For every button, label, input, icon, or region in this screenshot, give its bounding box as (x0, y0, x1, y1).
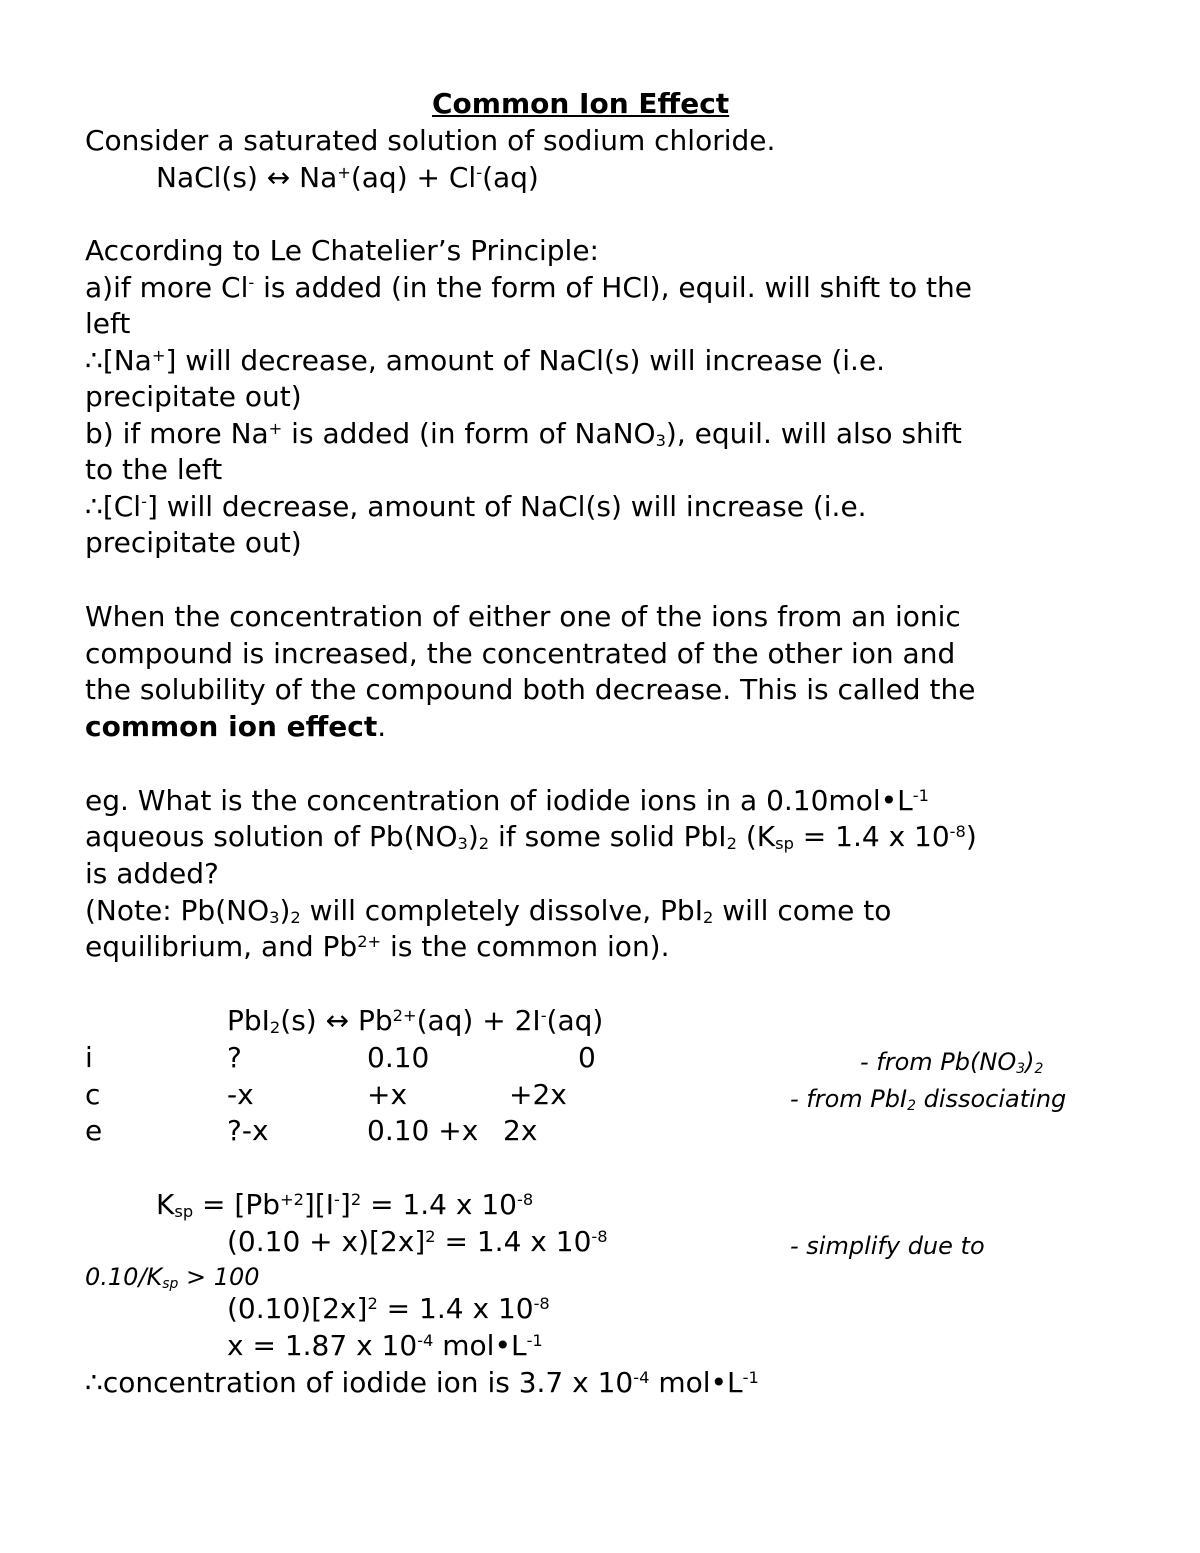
text: PbI (227, 1004, 270, 1037)
row-label: c (85, 1078, 101, 1111)
text: is added (in form of NaNO (282, 417, 656, 450)
sub: sp (162, 1275, 179, 1292)
text: ][I (303, 1188, 335, 1221)
sup: -8 (949, 822, 966, 842)
text: . (377, 710, 387, 743)
point-b (85, 416, 962, 452)
example-line2 (85, 819, 977, 855)
point-a-result (85, 343, 885, 379)
note-line2 (85, 929, 670, 965)
text: (s) ↔ Pb (280, 1004, 393, 1037)
sup: + (151, 346, 166, 366)
text: ] (339, 1188, 351, 1221)
calc-step3 (227, 1291, 550, 1327)
text: if some solid PbI (489, 820, 727, 853)
sub: 2 (702, 908, 714, 928)
text: (0.10 + x)[2x] (227, 1225, 426, 1258)
text: equilibrium, and Pb (85, 930, 358, 963)
sup: -8 (533, 1294, 550, 1314)
text: ∴[Cl (85, 490, 142, 523)
text: will completely dissolve, PbI (300, 894, 703, 927)
sup: - (540, 1006, 547, 1026)
sub: 3 (655, 431, 666, 451)
text: (0.10)[2x] (227, 1292, 368, 1325)
sup: 2 (350, 1190, 362, 1210)
ice-row-equilibrium (0, 1113, 1200, 1149)
sup: 2+ (357, 932, 382, 952)
text: - from Pb(NO (860, 1048, 1017, 1076)
cell: ? (227, 1041, 242, 1074)
cell: 0.10 +x (367, 1114, 479, 1147)
conclusion-line1: When the concentration of either one of the ions from an ionic (85, 600, 961, 633)
sub: 2 (269, 1018, 281, 1038)
text: aqueous solution of Pb(NO (85, 820, 458, 853)
sub: sp (174, 1202, 194, 1222)
text: 0.10/K (85, 1263, 163, 1291)
conclusion-line4 (85, 709, 386, 745)
page-title: Common Ion Effect (432, 87, 730, 120)
cell: -x (227, 1078, 254, 1111)
text: = 1.4 x 10 (377, 1292, 534, 1325)
sup: - (334, 1190, 340, 1210)
text: ] will decrease, amount of NaCl(s) will increase (i.e. (146, 490, 867, 523)
text: (K (736, 820, 776, 853)
cell: 2x (503, 1114, 538, 1147)
text: is the common ion). (381, 930, 670, 963)
ice-row-change (0, 1077, 1200, 1113)
conclusion-line3: the solubility of the compound both decrease. This is called the (85, 673, 976, 706)
text: (Note: Pb(NO (85, 894, 270, 927)
calc-step4 (227, 1328, 543, 1364)
sup: -4 (417, 1331, 434, 1351)
sup: 2 (425, 1227, 436, 1247)
text: mol•L (433, 1329, 527, 1362)
cell: 0.10 (367, 1041, 430, 1074)
text: (aq) (546, 1004, 604, 1037)
text: - from PbI (790, 1085, 908, 1113)
example-line1 (85, 783, 929, 819)
le-chatelier-heading: According to Le Chatelier’s Principle: (85, 234, 599, 267)
sup: 2+ (392, 1006, 417, 1026)
simplify-note: - simplify due to (790, 1232, 985, 1260)
eq-sup: + (337, 163, 351, 183)
sup: -1 (912, 786, 929, 806)
text: > 100 (178, 1263, 260, 1291)
eq-sup: - (476, 163, 483, 183)
sup: 2 (367, 1294, 378, 1314)
sub: 3 (457, 834, 468, 854)
sub: 2 (290, 908, 301, 928)
ksp-expression (156, 1187, 533, 1223)
text: b) if more Na (85, 417, 269, 450)
sup: - (141, 492, 147, 512)
text: ) (1025, 1048, 1035, 1076)
ice-equation (227, 1003, 603, 1039)
row-label: i (85, 1041, 93, 1074)
conclusion-line2: compound is increased, the concentrated of the other ion and (85, 637, 956, 670)
intro-text: Consider a saturated solution of sodium chloride. (85, 124, 776, 157)
text: mol•L (649, 1366, 743, 1399)
text: is added (in the form of HCl), equil. will shift to the (254, 271, 972, 304)
eq-part: (aq) + Cl (350, 161, 477, 194)
point-b-result (85, 489, 867, 525)
text: a)if more Cl (85, 271, 249, 304)
text: ) (279, 894, 291, 927)
text: ∴[Na (85, 344, 152, 377)
text: ) (467, 820, 479, 853)
sup: -4 (633, 1368, 650, 1388)
sub: 2 (907, 1097, 916, 1114)
note-line1 (85, 893, 891, 929)
point-b-line2: to the left (85, 453, 223, 486)
text: K (156, 1188, 175, 1221)
sub: 2 (478, 834, 490, 854)
point-b-result-line2: precipitate out) (85, 526, 302, 559)
sub: 2 (726, 834, 737, 854)
final-answer (85, 1365, 759, 1401)
nacl-equation (156, 160, 539, 196)
sup: -1 (526, 1331, 543, 1351)
text: = 1.4 x 10 (793, 820, 950, 853)
sup: - (248, 273, 255, 293)
text: dissociating (915, 1085, 1067, 1113)
cell: +x (367, 1078, 408, 1111)
sup: +2 (279, 1190, 304, 1210)
cell: 0 (578, 1041, 596, 1074)
row-label: e (85, 1114, 103, 1147)
point-a (85, 270, 972, 306)
point-a-line2: left (85, 307, 131, 340)
text: will come to (713, 894, 892, 927)
sup: -8 (516, 1190, 534, 1210)
text: = [Pb (193, 1188, 280, 1221)
text: x = 1.87 x 10 (227, 1329, 418, 1362)
ice-row-initial (0, 1040, 1200, 1076)
sup: -8 (591, 1227, 608, 1247)
text: (aq) + 2I (416, 1004, 541, 1037)
sub: 2 (1034, 1060, 1044, 1077)
eq-part: NaCl(s) ↔ Na (156, 161, 338, 194)
cell: +2x (509, 1078, 567, 1111)
sub: sp (775, 834, 794, 854)
sup: + (268, 419, 283, 439)
calc-step2 (227, 1224, 608, 1260)
point-a-result-line2: precipitate out) (85, 380, 302, 413)
row-note (790, 1081, 1066, 1117)
text: ∴concentration of iodide ion is 3.7 x 10 (85, 1366, 634, 1399)
sup: -1 (742, 1368, 759, 1388)
common-ion-effect-term: common ion effect (85, 710, 378, 743)
sub: 3 (269, 908, 280, 928)
text: eg. What is the concentration of iodide ions in a 0.10mol•L (85, 784, 913, 817)
example-line3: is added? (85, 857, 219, 890)
text: = 1.4 x 10 (435, 1225, 592, 1258)
cell: ?-x (227, 1114, 269, 1147)
text: ) (965, 820, 977, 853)
simplify-note-line2 (85, 1259, 260, 1295)
text: = 1.4 x 10 (361, 1188, 517, 1221)
text: ), equil. will also shift (665, 417, 962, 450)
eq-part: (aq) (482, 161, 539, 194)
text: ] will decrease, amount of NaCl(s) will increase (i.e. (165, 344, 886, 377)
sub: 3 (1016, 1060, 1026, 1077)
row-note (860, 1044, 1043, 1080)
